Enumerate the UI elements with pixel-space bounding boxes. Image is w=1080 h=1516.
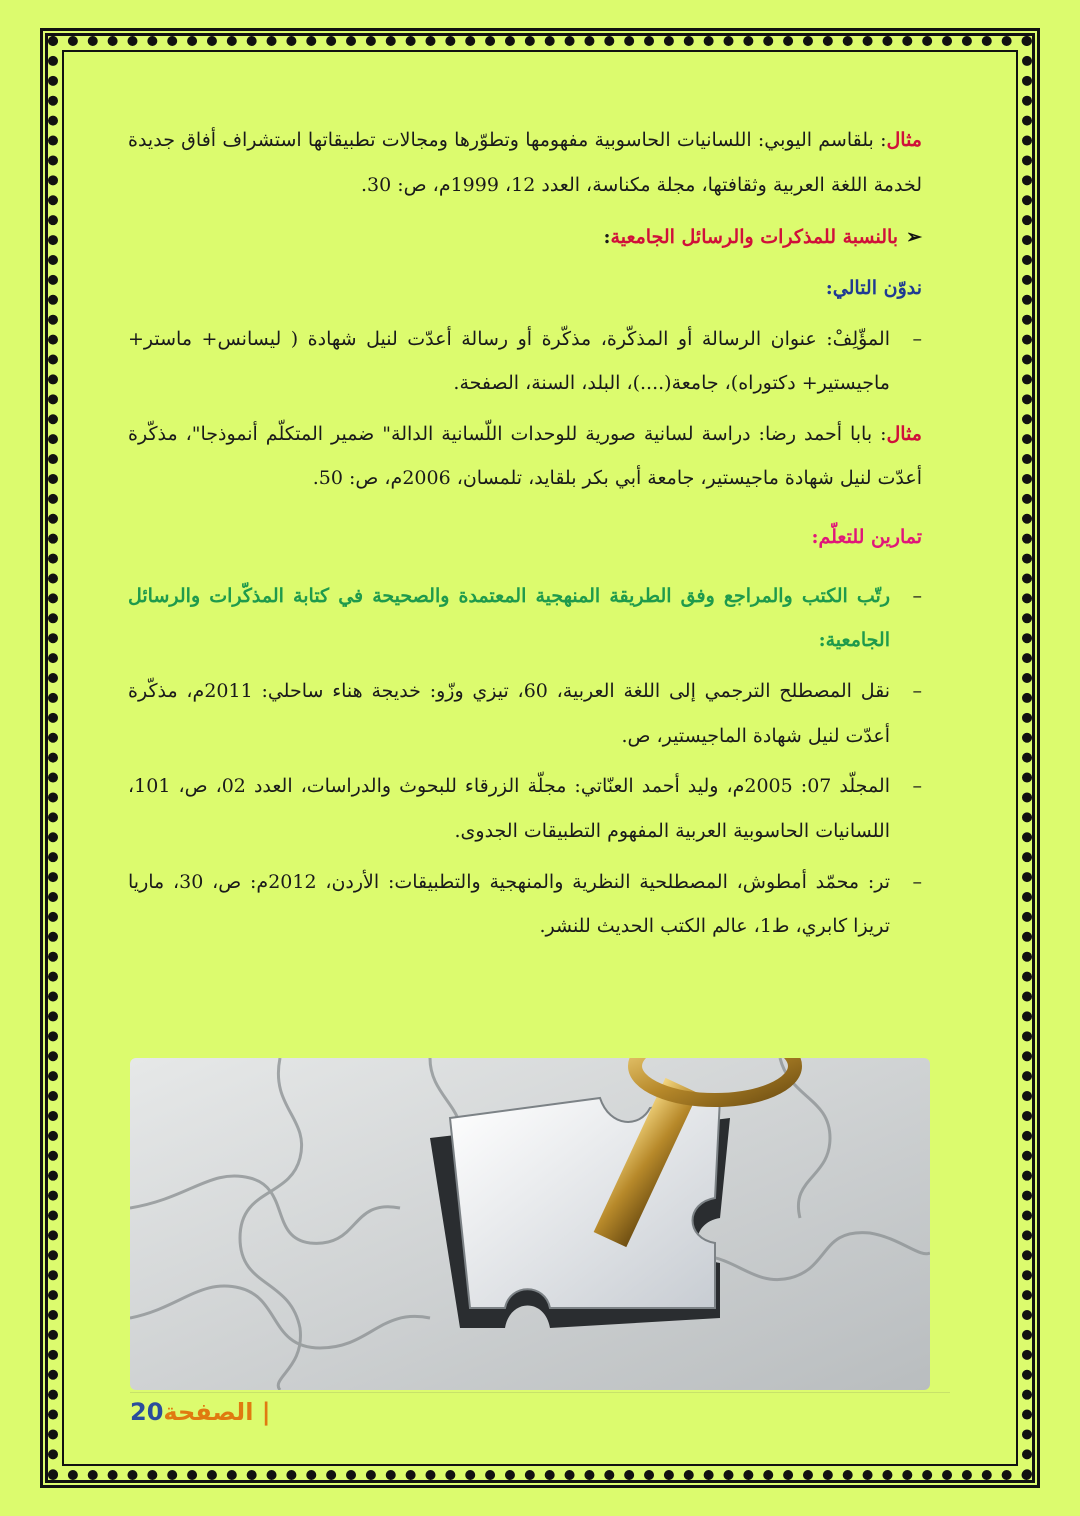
heading-colon: : [603, 226, 611, 249]
puzzle-illustration [130, 1058, 930, 1390]
exercise-instruction [128, 574, 922, 663]
example-text: : بلقاسم اليوبي: اللسانيات الحاسوبية مفهومها وتطوّرها ومجالات تطبيقاتها استشراف أفاق جديدة لخدمة اللغة العربية وثقافتها، مجلة مكناسة، العدد 12، 1999م، ص: 30. [128, 129, 922, 196]
exercise-item-2 [128, 764, 922, 853]
list-item-format [128, 317, 922, 406]
example-label: مثال [886, 129, 922, 151]
list-item-text: المؤّلِفْ: عنوان الرسالة أو المذكّرة، مذكّرة أو رسالة أعدّت لنيل شهادة ( ليسانس+ ماستر+ ماجيستير+ دكتوراه)، جامعة(....)، البلد، السنة، الصفحة. [128, 327, 890, 395]
dash-bullet-icon: – [912, 870, 922, 893]
page-number: 20 [130, 1398, 164, 1426]
section-heading-text: بالنسبة للمذكرات والرسائل الجامعية [610, 226, 899, 249]
subheading-record: ندوّن التالي: [825, 276, 922, 299]
page-content [128, 118, 922, 955]
exercise-item-text: نقل المصطلح الترجمي إلى اللغة العربية، 60، تيزي وزّو: خديجة هناء ساحلي: 2011م، مذكّرة أعدّت لنيل شهادة الماجيستير، ص. [128, 680, 891, 747]
exercise-item-3 [128, 860, 922, 949]
exercise-item-text: تر: محمّد أمطوش، المصطلحية النظرية والمنهجية والتطبيقات: الأردن، 2012م: ص، 30، ماريا تريزا كابري، ط1، عالم الكتب الحديث للنشر. [128, 870, 890, 938]
exercise-item-1 [128, 669, 922, 758]
exercise-item-text: المجلّد 07: 2005م، وليد أحمد العنّاتي: مجلّة الزرقاء للبحوث والدراسات، العدد 02، ص، 101، اللسانيات الحاسوبية العربية المفهوم التطبيقات الجدوى. [128, 775, 890, 842]
dash-bullet-icon: – [912, 327, 922, 350]
exercises-heading: تمارين للتعلّم: [811, 526, 922, 549]
example-label: مثال [886, 422, 922, 445]
dash-bullet-icon: – [912, 584, 922, 607]
example-paragraph-1 [128, 118, 922, 207]
example-paragraph-2 [128, 412, 922, 501]
exercise-instruction-text: رتّب الكتب والمراجع وفق الطريقة المنهجية المعتمدة والصحيحة في كتابة المذكّرات والرسائل الجامعية: [128, 584, 890, 652]
footer-separator: | [261, 1398, 271, 1426]
page-word: الصفحة [163, 1398, 254, 1426]
arrow-bullet-icon: ➢ [906, 226, 922, 249]
example-text: : بابا أحمد رضا: دراسة لسانية صورية للوحدات اللّسانية الدالة" ضمير المتكلّم أنموذجا"، مذكّرة أعدّت لنيل شهادة ماجيستير، جامعة أبي بكر بلقايد، تلمسان، 2006م، ص: 50. [128, 422, 922, 490]
dash-bullet-icon: – [912, 680, 922, 703]
page-footer [130, 1398, 285, 1426]
dash-bullet-icon: – [912, 775, 922, 798]
section-heading-theses [128, 215, 922, 260]
footer-rule [130, 1392, 950, 1393]
puzzle-key-image [130, 1058, 930, 1390]
